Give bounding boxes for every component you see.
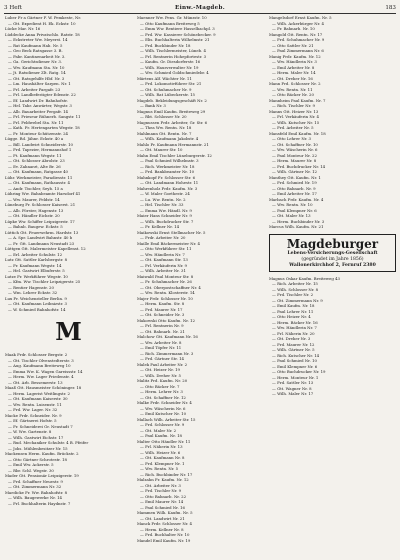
directory-entry: Lügge. Rd. Jähnr. Eckstr. 40 a (5, 136, 64, 141)
directory-entry: — Frd. Tischler Nr. 9 (140, 488, 182, 493)
directory-entry: — Gtt. Dreher Nr. 16 (272, 75, 313, 81)
directory-entry: — Aug. Kaufmann Breiteweg 10 (8, 363, 71, 368)
directory-entry: — Frd. Schmied Nr. 19 (272, 180, 317, 185)
directory-entry: Manthey Gtt. Kaufm. Nr. 1 (269, 174, 321, 180)
directory-entry: — Herm. Bäcker Nr. 16 (272, 319, 318, 325)
directory-entry: — Frl. Buchhalterin Haydnstr. 7 (8, 500, 71, 506)
directory-entry: Maikowski Ernst Stellmacher Nr. 5 (137, 229, 206, 235)
directory-entry: — Gtt. Oberpostschaffner Nr. 4 (140, 284, 201, 290)
directory-entry: — Gtt. Kaufmann Str. 13 (140, 257, 188, 262)
directory-entry: Mahlo Fr. Kaufmann Hermannstr. 21 (137, 141, 209, 147)
directory-entry: — Herm. Buchbinder Nr. 3 (272, 218, 325, 224)
directory-entry: — Herm. Kaufm. Str. 8 (140, 301, 185, 306)
directory-entry: — Frl. Rentnerin Hohepfortestr. 3 (140, 53, 207, 59)
directory-entry: Marcus Wilh. Kaufm. Nr. 21 (269, 224, 324, 229)
directory-entry: — Gtt. Schaffner Nr. 10 (272, 141, 318, 147)
directory-entry: — Rud. Mechaniker Schulstr. 4 B. Pfeifer (8, 440, 89, 445)
directory-entry: Maille Emil Bäckermeister Nr. 4 (137, 240, 200, 246)
directory-entry: — Ww. Händlerin Nr. 7 (272, 325, 317, 330)
directory-entry: Malek Paul Arbeiter Nr. 2 (137, 361, 188, 367)
directory-entry: — Otto Bäcker Nr. 7 (140, 383, 180, 389)
directory-entry: Mahnkopf Fr. Schlosser Str. 6 (137, 174, 196, 180)
directory-entry: Macke Frdr. Schneider. Nr. 9 (5, 412, 62, 418)
directory-entry: — Ww. Kaufmann Sta. Nr. 10 (8, 64, 65, 70)
directory-entry: — Gtt. Maler Nr. 13 (272, 213, 311, 218)
directory-entry: — Ef. Gärtnerei Hofstr. 5 (8, 418, 57, 423)
directory-entry: — Herm. Maler Nr. 14 (272, 70, 316, 75)
directory-entry: — Frl. Näherin Nr. 13 (140, 444, 183, 449)
directory-entry: — Frd. Maurer Nr. 17 (140, 306, 183, 312)
directory-entry: — Lm. Haushälter Sarpen. Nr. 1 (8, 81, 71, 86)
directory-entry: — Fr. Monteur Schützenstr. 24 (8, 130, 68, 136)
directory-entry: — Frd. Schlosser Nr. 9 (140, 422, 185, 427)
directory-entry: Lühring Ww. Bahnbeamte Harsdorf 41 (5, 191, 81, 196)
directory-entry: — Frd. Arbeiter Nr. 5 (272, 125, 314, 130)
directory-entry: — Rbr. Schl. Wegstr. 30 (8, 467, 54, 473)
directory-entry: — Rich. Arbeiter Nr. 15 (272, 281, 318, 286)
directory-entry: Maiwald Paul Monteur Str. 8 (137, 273, 194, 279)
directory-entry: — Elis. Buchhalterin Wilhelmstr. 21 (140, 37, 210, 42)
directory-entry: — Ww. Händlerin Nr. 3 (272, 59, 317, 64)
directory-entry: — Ww. Rentn. Luisenstr. 11 (8, 401, 62, 407)
directory-entry: — Wilh. Buchdrucker Str. 7 (140, 218, 194, 224)
directory-entry: — Frl. Arbeiter Pargafr. 23 (8, 86, 61, 92)
directory-entry: Manns Gtt. Heizer Nr. 13 (269, 108, 319, 114)
directory-entry: — Ww. Arbeiter Nr. 8 (140, 339, 182, 345)
page-number: 183 (385, 5, 396, 11)
directory-entry: — Gtt. Arbeiter Nr. 3 (140, 482, 181, 488)
directory-entry: — Wilh. Baugewerke Nr. 14 (8, 495, 62, 500)
directory-entry: Magnussen Frdr. Arbeiter, Gr. Str. 6 (137, 119, 208, 125)
directory-entry: — Frd. Sattler Nr. 13 (272, 380, 314, 385)
directory-entry: — Bahnb. Baugew. Eckstr. 5 (8, 224, 63, 229)
directory-entry: — Emil Arbeiter Nr. 17 (272, 191, 317, 196)
directory-entry: Mallach Wilh. Arbeiter Str. 15 (137, 416, 196, 422)
directory-entry: — Frd. Buchhalter Nr. 10 (140, 532, 190, 537)
directory-entry: Marbach Frdr. Kaufm. Nr. 4 (269, 196, 324, 202)
directory-entry: Lühr. Werkmeister, Paradiesstr. 11 (5, 174, 73, 180)
directory-entry: Maier Hans Schneider Nr. 9 (137, 213, 192, 218)
directory-entry: — Wilh. Maler Nr. 17 (272, 391, 314, 396)
directory-entry: Maaß Gtt. Hausmeister Schöninger. 18 (5, 385, 82, 390)
directory-entry: — Frl. Feldwebel Sta. Nr. 11 (8, 119, 64, 125)
directory-entry: — Frd. Gärtner Str. 14 (140, 356, 184, 361)
directory-entry: — Gtt. Schuhmacher Nr. 9 (140, 86, 192, 92)
directory-entry: — Rich. Werkmeister Nr. 18 (140, 163, 195, 169)
directory-entry: — Herm. Maurer Nr. 8 (272, 158, 317, 163)
directory-entry: — Frd. Ww. Kassierer Schönebecker. 9 (140, 31, 216, 37)
directory-entry: — Johs. Mühlenbesitzer Nr. 15 (8, 445, 68, 451)
directory-entry: — Hel. Gastwirt Elbuferstr. 5 (8, 268, 65, 273)
directory-entry: Mangelsdorf Ernst Kaufm. Nr. 5 (269, 15, 332, 20)
directory-entry: — Frl. Näherin Nr. 20 (272, 330, 315, 336)
directory-entry: Lutz Gtt. Sattler Karlsbergstr. 8 (5, 257, 68, 262)
directory-entry: Mader Gtt. Pensionär Leipzigerstr. 19 (5, 473, 79, 478)
directory-entry: — Paul Monteur Nr. 22 (272, 152, 317, 158)
directory-entry: — Rich. Zimmermann Nr. 3 (140, 350, 194, 356)
directory-entry: — Wm. Lehrer Eckstr. 32 (8, 290, 58, 295)
directory-entry: Manig Frdr. Kaufm. Nr. 12 (269, 53, 321, 59)
directory-entry: — Gtt. Tischler Olvenstedterstr. 3 (8, 357, 74, 363)
directory-entry: Majer Frdr. Schlosser Nr. 10 (137, 295, 193, 301)
directory-entry: — Paul Zimmermann Nr. 6 (272, 48, 324, 53)
directory-entry: — Wilh. Heizer Nr. 6 (140, 449, 181, 455)
directory-entry: — Eckstreter Ww. Meyerst. 14 (8, 37, 68, 42)
directory-entry: — Fr. Kaufmann Wegstr. 14 (8, 262, 62, 268)
directory-entry: Mahn Emil Tischler Lüneburgerstr. 12 (137, 152, 212, 158)
directory-entry: — Frd. Klempner Nr. 1 (140, 460, 185, 466)
section-letter: M (55, 317, 82, 346)
directory-entry: — Gtt. Kaufmann Leibnizstr. 3 (8, 301, 67, 306)
directory-entry: — Gtt. Landwirt Nr. 21 (140, 515, 185, 521)
directory-entry: — Paul Klempner Nr. 6 (272, 207, 317, 213)
directory-entry: — Andr. Tischler, Seyb. 15 a (8, 185, 63, 191)
directory-entry: — Emma Ww. K. Wagen Gareissstr. 14 (8, 368, 83, 374)
directory-entry: Maedicke Fr. Ww. Bahnhofstr. 8 (5, 489, 68, 495)
directory-entry: — Otto Gärtner Schrotestr. 18 (8, 456, 67, 462)
directory-entry: — Thea Ww. Rentn. Nr. 18 (140, 125, 192, 130)
directory-entry: — Fr. Bahnarb. Nr. 10 (272, 26, 315, 31)
directory-entry: — Wilh. Kaufmann Jakobstr. 4 (140, 136, 199, 141)
directory-entry: — Emil Klempner Nr. 6 (272, 363, 318, 369)
directory-entry: — Frd. Ww. Lager. Nr. 32 (8, 407, 58, 412)
directory-entry: — Emma Ww. Händl. Nr. 9 (140, 207, 192, 213)
directory-entry: — Erl. Arbeiter Schulstr. 12 (8, 251, 63, 257)
directory-entry: — Ww. Maurer, Feldstr. 14 (8, 196, 60, 202)
directory-entry: Mackensen Herm. Kaufm. Brückstr. 2 (5, 451, 79, 456)
directory-entry: — Paul Schmied Wilhelmstr. 3 (140, 158, 199, 163)
directory-entry: Mandel Emil Kaufm. Nr. 19 (137, 537, 191, 543)
ad-line-2: (gegründet im Jahre 1856) (301, 256, 364, 262)
columns (5, 15, 397, 555)
directory-entry: — Ww. Rentn. Nr. 10 (272, 202, 313, 207)
directory-entry: — Hel. Tahr. Anwärter, Wegstr. 3 (8, 103, 72, 108)
directory-entry: Lüttich Gtt. Feuerwehrm. Hardstr. 13 (5, 229, 79, 235)
directory-entry: — Fr. Schneiderei Gr. Neustadt 7 (8, 423, 73, 429)
ad-line-3: Wallonerkirchhof 2, Fernruf 2380 (289, 262, 376, 268)
directory-entry: — Ww. Wäscherin Nr. 6 (272, 147, 318, 152)
directory-entry: — Otto Bahnarb. Nr. 9 (272, 185, 316, 191)
directory-entry: — Gtt. Maurer Str. 10 (140, 147, 183, 152)
directory-entry: — Wilh. Kutscher Nr. 15 (272, 119, 320, 125)
directory-entry: — Frd. Schuhmacher Nr. 9 (272, 37, 325, 42)
directory-entry: — Ww. Rentn. Nr. 11 (272, 86, 313, 92)
directory-entry: — Wilh. Arbeiter Nr. 31 (140, 268, 186, 273)
directory-entry: — Fabr. Kantinenarbeit Nr. 3. (8, 53, 66, 59)
directory-entry: — Herm. Monteur Nr. 1 (272, 374, 319, 380)
directory-entry: Mansfeld Emil Kaufm. Nr. 18 (269, 130, 326, 136)
directory-entry: — Otto Heizer Nr. 4 (272, 314, 311, 319)
directory-entry: — Paul Lehrer Nr. 11 (272, 308, 314, 314)
directory-entry: Maak Frdr. Schlosser Bergstr. 2 (5, 352, 68, 357)
directory-entry: — Gtt. Händler Eichstr. 20 (8, 213, 60, 218)
directory-entry: Mannheim Paul Kaufm. Nr. 7 (269, 97, 326, 103)
directory-entry: — Emm Ww. Rentiere Hasselbachpl. 3 (140, 26, 215, 31)
directory-entry: Lücke Mar. Nr. 16 (5, 26, 41, 31)
directory-entry: — Kaufm. Gr. Diesdorferstr. 16 (140, 59, 201, 64)
directory-entry: — Gtt. Expedient H. Ek. Eckstr. 10 (8, 20, 76, 26)
directory-entry: — Gtt. Bahnarb. Nr. 21 (140, 328, 185, 334)
directory-entry: Lutze Fr. Werkführer Wegstr. 10 (5, 273, 68, 279)
directory-entry: — Fr. Schuhmacher Nr. 26 (140, 279, 192, 284)
directory-entry: Lüpke Ww. Schiffer Leipzigerstr. 17 (5, 218, 75, 224)
directory-entry: Lüttgen Gtt. Malermeister Kapellenst. 12 (5, 246, 86, 251)
directory-entry: Malke Frdr. Schneider Nr. 4 (137, 400, 192, 405)
directory-entry: — Emil Maurer Nr. 14 (140, 499, 184, 504)
directory-entry: — Herm. Lehrer Nr. 3 (140, 389, 183, 394)
directory-entry: — Gtt. Schneider Nr. 3 (140, 312, 185, 317)
directory-entry: — W. Maler Goethestr. 24 (140, 191, 190, 196)
directory-entry: Lüddecke Anna Privatschlo. Ratstr. 18 (5, 31, 80, 37)
directory-entry: — W. Ww. Gartenstr. 8 (8, 429, 52, 434)
directory-entry: Makowski Otto Kaufm. Nr. 12 (137, 317, 195, 323)
directory-entry: — Ww. Händlerin Nr. 7 (140, 251, 185, 257)
directory-entry: — Gtt. Dreher Nr. 3 (272, 336, 311, 341)
directory-entry: — Geo Beck Ratsgasse 3. B. (8, 48, 63, 53)
directory-entry: — Frl. Landbefestigter Edenstr. 22 (8, 92, 76, 97)
directory-entry: — Rbt. Schlosser Nr. 20 (140, 114, 187, 119)
directory-entry: — Wilh. Rat Lübeckerstr. 15 (140, 92, 195, 97)
directory-entry: — Emil Arbeiter Nr. 8 (272, 64, 315, 70)
directory-entry: Lux Fr. Weichensteller Berlin. 9 (5, 295, 67, 301)
directory-entry: — Gtt. Landmann Hohestr. 11 (140, 180, 199, 185)
directory-entry: — Gtt. Kaufmann, Ratgasse 40 (8, 169, 68, 174)
directory-entry: — Gtt. Kaufmann Nr. 8 (140, 455, 185, 460)
directory-entry: — Otto Werkführer Str. 11 (140, 246, 192, 251)
directory-entry: — Frd. Buchbinder Nr. 18 (140, 42, 191, 48)
directory-entry: — Wilh. Hausverwalter Nr. 19 (140, 64, 199, 70)
directory-entry: — Herm. Kellner Nr. 8 (140, 526, 184, 532)
directory-entry: — Frd. Tischler Nr. 2 (272, 292, 314, 297)
directory-entry: — Ww. Schmied Goldschmiedebr. 4 (140, 70, 209, 75)
directory-entry: Mann Frd. Schlosser Nr. 2 (269, 81, 321, 86)
directory-entry: — Gtt. Ratsgehilfe Hbf. Nr. 3 (8, 75, 65, 81)
directory-entry: — Herm. Ww. Lager Friedenstr. 4 (8, 374, 74, 379)
directory-entry: — Wilh. Gärtner Nr. 5 (272, 347, 315, 352)
header-rule (4, 13, 396, 14)
directory-entry: — Ww. Rentn. Klosterstr. 14 (140, 290, 195, 295)
directory-entry: — Lu. Ww. Rentn. Nr. 2 (140, 196, 186, 202)
directory-entry: Magnus Oskar Kaufm. Breiteweg 43 (269, 275, 340, 281)
directory-entry: — Otto Bahnarb. Nr. 22 (140, 493, 187, 499)
directory-entry: Mahlmann Gtt. Rentn. Nr. 7 (137, 130, 192, 136)
directory-entry: — Gtt. Kaufmann Kaiserstr. 30 (8, 396, 68, 401)
directory-entry: Märtens Alf. Wächter Nr. 11 (137, 75, 192, 81)
directory-entry: — Frdr. Arbeiter Nr. 20 (140, 235, 186, 240)
directory-entry: — Bank Nr. 3 (140, 103, 166, 108)
directory-entry: Lüneburg Fr. Schlosser Kaiserst. 21 (5, 202, 76, 207)
advertisement-box (269, 234, 396, 272)
directory-entry: — Wilh. Dreher Nr. 5 (140, 372, 181, 378)
directory-entry: Malitz Frd. Kaufm. Nr. 20 (137, 378, 188, 383)
directory-entry: — Hel. Tischler Nr. 33 (140, 202, 184, 207)
directory-entry: — Emil Kaufm. Nr. 18 (272, 303, 315, 308)
directory-entry: — Otto Kaufmann Breiteweg 5 (140, 20, 200, 26)
directory-entry: — Paul Schmied Nr. 10 (272, 358, 317, 363)
directory-entry: — Gtt. Zimmermann Nr. 32 (8, 484, 62, 489)
directory-entry: — Emil Ww. Ackerstr. 5 (8, 462, 54, 467)
directory-entry: — Frl. Verkäuferin Nr. 9 (140, 262, 188, 268)
directory-entry: — Gtt. Wagner Nr. 8 (272, 385, 312, 391)
column-2 (137, 15, 264, 555)
directory-entry: — Rich. Kutscher Nr. 14 (272, 352, 320, 358)
directory-entry: — Frd. Maurer Nr. 12 (272, 341, 315, 347)
directory-entry: — Alb. Bauarbeiter Pergafr. 14 (8, 108, 68, 114)
directory-entry: — Otto Bäcker Nr. 20 (272, 92, 314, 97)
directory-entry: — Frl. Rentnerin Nr. 9 (140, 323, 184, 328)
header-title: Einw.-Magdeb. (175, 5, 225, 11)
directory-entry: — Ef. Landwirt Dr. Bahnhofstr. (8, 97, 68, 103)
directory-entry: — Rich. Buchbinder Nr. 17 (140, 471, 193, 477)
directory-entry: — Paul Kaufm. Nr. 18 (140, 433, 182, 438)
directory-entry: — Emil Töpfer Nr. 11 (140, 345, 182, 350)
directory-entry: Malter Otto Händler Nr. 11 (137, 438, 191, 444)
directory-entry: — Ww. Rentn. Nr. 5 (140, 466, 179, 471)
directory-entry: — Ev. Zahnarzt, Alte Br. 26 (8, 163, 61, 169)
directory-entry: — Ft. Kaufmann Wegstr. 11 (8, 152, 62, 158)
directory-entry: Manck Frdr. Schlosser Nr. 4 (137, 521, 192, 526)
directory-entry: — Gtt. Schlosser Abrolstr. 23 (8, 158, 65, 163)
directory-entry: — Fr. Gtt. Landmann Neustadt 23 (8, 240, 75, 246)
directory-entry: — Otto Sattler Nr. 21 (272, 42, 314, 48)
ad-title: Magdeburger (286, 236, 379, 251)
directory-entry: Maenner Ww. Pens. Gr. Münzstr. 10 (137, 15, 207, 20)
directory-entry: — Rat Kaufmann Hab. Nr. 5 (8, 42, 63, 48)
directory-entry: — Gtt. Maler Nr. 2 (140, 427, 177, 433)
directory-entry: — Wilh. Schlosser Nr. 8 (272, 286, 319, 292)
directory-entry: — Ww. Wäscherin Nr. 6 (140, 405, 186, 411)
directory-entry: — Gtt. Heizer Nr. 19 (140, 367, 180, 372)
directory-entry: — Bill. Landwirt Schneiderstr. 10 (8, 141, 74, 147)
directory-entry: Mahrenholz Frdr. Kaufm. Nr. 3 (137, 185, 198, 191)
directory-entry: — Wilh. Ackerbürger Nr. 4 (272, 20, 324, 26)
directory-entry: — Wilh. Gärtner Nr. 12 (272, 169, 317, 174)
directory-entry: Mangold Gtt. Rentn. Nr. 17 (269, 31, 323, 37)
directory-entry: — Frd. Buchdrucker Nr. 14 (272, 163, 326, 169)
directory-entry: Malchow Gtt. Kaufmann Nr. 16 (137, 334, 198, 339)
directory-entry: Magdeb. Bekleidungsgeschäft Nr. 2 (137, 97, 207, 103)
column-1 (5, 15, 132, 555)
directory-entry: — Rich. Tischler Nr. 9 (272, 103, 315, 108)
directory-entry: — Kath. Fr. Hertengarten Wegstr. 18 (8, 125, 80, 130)
directory-entry: Mammen Wilh. Kaufm. Nr. 5 (137, 510, 193, 515)
directory-entry: — Emil Kutscher Nr. 10 (140, 411, 187, 416)
directory-entry: — Gtt. Kaufmann, Rathausstr. 4 (8, 180, 70, 185)
directory-entry: — Fr. Kellner Nr. 14 (140, 224, 180, 229)
directory-entry: — Frl. Frieseur Rühnerb. Sangstr. 11 (8, 114, 81, 119)
directory-entry: — Otto Lehrer Nr. 3 (272, 136, 311, 141)
directory-entry: — Jt. Ratsdiener Zlt. Ratg. 14 (8, 70, 66, 75)
directory-entry: — Frd. Schaffner Neuestr. 9 (8, 478, 63, 484)
directory-entry: Magnus Emil Kaufm. Breiteweg 29 (137, 108, 206, 114)
directory-entry: — Otto Buchdrucker Nr. 19 (272, 369, 326, 374)
ad-line-1: Lebens-Versicherungs-Gesellschaft (287, 250, 378, 256)
directory-entry: Luber Fr a Gärtner F. W. Pemkeste, Nr. (5, 15, 82, 20)
directory-entry: — Frd. Tapezier, Hermannshof 1 (8, 147, 72, 152)
directory-entry: — Gtt. Arb. Bessemerstr. 13 (8, 379, 63, 385)
directory-entry: — Frd. Lokomotivführer Str. 21 (140, 81, 202, 86)
directory-entry: — Paul Schmied Nr. 16 (140, 504, 185, 510)
directory-entry: — Herm. Lagerist Weitlingstr. 2 (8, 390, 70, 396)
directory-entry: — Rentier Hagenstr. 20 (8, 284, 54, 290)
page-header (4, 3, 396, 13)
directory-entry: — Gtt. Zimmermann Nr. 9 (272, 297, 323, 303)
directory-entry: — Wilh. Gastwirt Eichstr. 17 (8, 434, 64, 440)
directory-entry: — Wilh. Tischlermeister, Lüneb. 4 (140, 48, 206, 53)
directory-entry: — Kfm. Ww. Tischler Leipzigerstr. 25 (8, 279, 81, 284)
header-left: 3 Heft (4, 5, 22, 11)
directory-entry: — Frd. Bankbeamter Nr. 10 (140, 169, 195, 174)
directory-entry: — Gtt. Schaffner Nr. 12 (140, 394, 186, 400)
directory-entry: Malzahn Fr. Kaufm. Nr. 12 (137, 477, 189, 482)
directory-entry: — A. Spr. Landwirt Bahnstr. 40 b (8, 235, 73, 240)
directory-entry: — Ga. Gerichtsdiener Nr. 3. (8, 59, 63, 64)
directory-entry: — Alb. Förster, Hagenstr. 13 (8, 207, 64, 213)
directory-entry: — W. Schmied Bahnhofstr. 14 (8, 306, 66, 312)
column-3 (269, 15, 396, 555)
directory-entry: — Frl. Verkäuferin Nr. 4 (272, 114, 320, 119)
